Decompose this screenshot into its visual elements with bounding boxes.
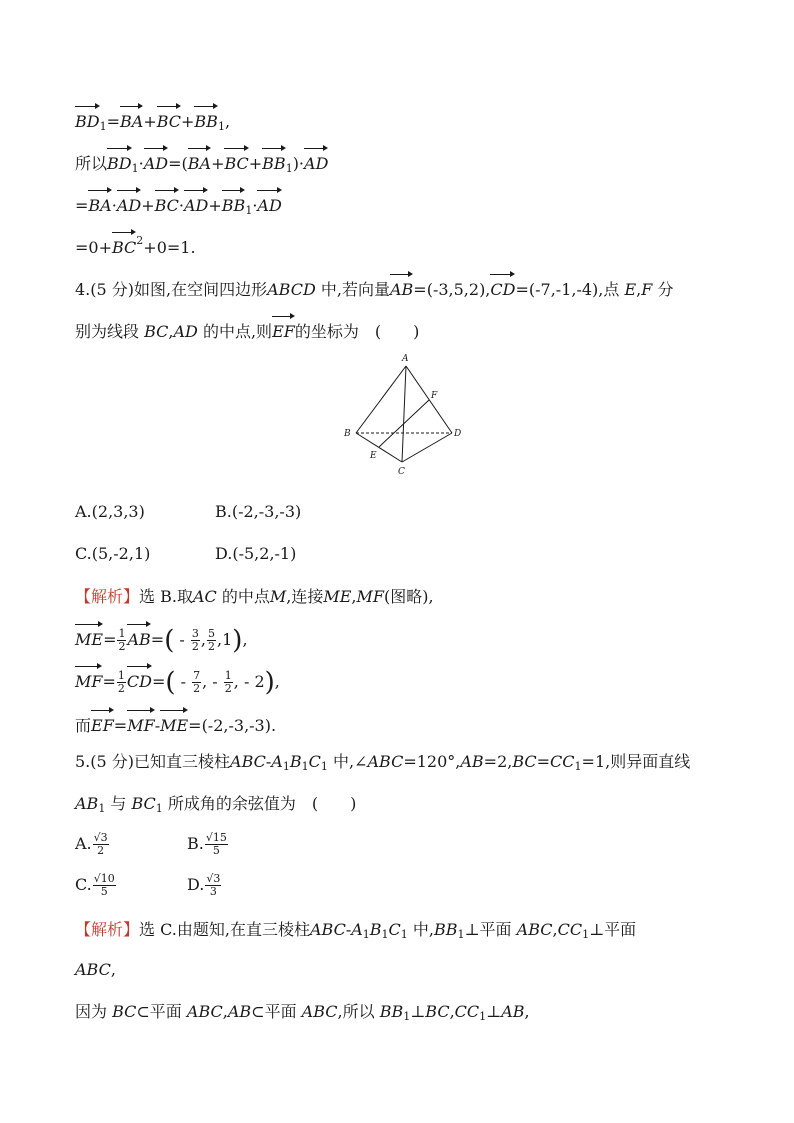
q5-solution-line-1: 【解析】选 C.由题知,在直三棱柱ABC-$A_1B_1C_1$ 中$,BB_1\perp$平面 $ABC,CC_1\perp$平面 [75, 920, 637, 941]
edge-BC [356, 433, 402, 462]
label-C: C [398, 467, 405, 477]
label-D: D [454, 429, 462, 439]
q4-option-d: D.(-5,2,-1) [215, 544, 297, 563]
q5-solution-line-3: 因为 BC⊂平面 ABC,AB⊂平面 ABC,所以 $BB_1\perp BC,CC_1\perp AB$, [75, 1002, 530, 1023]
q5-option-a: A. $\frac{√3}{2}$ [75, 831, 108, 857]
tetrahedron-figure [340, 350, 470, 480]
question-4-line-2: 别为线段 BC,AD 的中点,则EF的坐标为 ( ) [75, 314, 419, 344]
analysis-tag: 【解析】 [75, 920, 140, 939]
question-5-line-2: $AB_1$ 与 $BC_1$ 所成角的余弦值为 ( ) [75, 794, 357, 815]
edge-AB [356, 366, 406, 433]
q4-solution-line-1: 【解析】选 B.取AC 的中点M,连接ME,MF(图略), [75, 587, 434, 606]
q5-solution-line-2: ABC, [75, 960, 116, 979]
equation-line-2: 所以$BD_1\cdot AD=(BA+BC+BB_1)\cdot AD$ [75, 146, 328, 181]
question-5-line-1: 5.(5 分)已知直三棱柱ABC-$A_1B_1C_1$ 中$,\angle ABC=120^\circ,AB=2,BC=CC_1=1$,则异面直线 [75, 752, 691, 773]
q4-solution-line-3: MF= $\frac{1}{2}$ CD=( - $\frac{7}{2}$ , - $\frac{1}{2}$ , - 2), [75, 664, 280, 695]
q4-option-b: B.(-2,-3,-3) [215, 502, 302, 521]
analysis-tag: 【解析】 [75, 587, 140, 606]
question-4-line-1: 4.(5 分)如图,在空间四边形ABCD 中,若向量AB=(-3,5,2),CD=(-7,-1,-4),点 E,F 分 [75, 272, 673, 302]
q4-option-c: C.(5,-2,1) [75, 544, 151, 563]
edge-AD [406, 366, 452, 433]
equation-line-3: $=BA\cdot AD+BC\cdot AD+BB_1\cdot AD$ [75, 188, 282, 223]
q5-option-d: D. $\frac{√3}{3}$ [187, 872, 221, 898]
label-B: B [344, 429, 351, 439]
equation-line-4: $=0+BC^2+0=1$. [75, 229, 196, 260]
q5-option-c: C. $\frac{√10}{5}$ [75, 872, 115, 898]
equation-line-1: $BD_1=BA+BC+BB_1$, [75, 104, 230, 139]
edge-CD [402, 433, 452, 462]
q4-solution-line-2: ME= $\frac{1}{2}$ AB=( - $\frac{3}{2}$ , $\frac{5}{2}$ ,1), [75, 622, 248, 653]
label-F: F [431, 391, 438, 401]
q4-option-a: A.(2,3,3) [75, 502, 145, 521]
q4-solution-line-4: 而EF=MF-ME=(-2,-3,-3). [75, 708, 276, 738]
q5-option-b: B. $\frac{√15}{5}$ [187, 831, 227, 857]
label-E: E [370, 451, 377, 461]
label-A: A [402, 354, 409, 364]
edge-AC [402, 366, 406, 462]
